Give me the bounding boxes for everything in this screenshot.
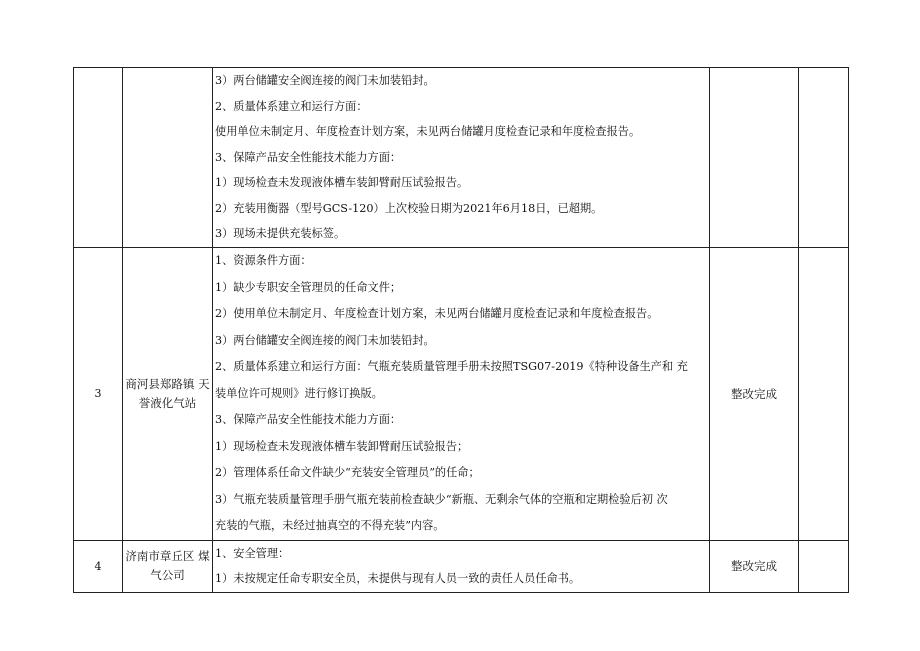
- issue-line: 1、资源条件方面：: [215, 254, 312, 267]
- issue-line: 3）两台储罐安全阀连接的阀门未加装铅封。: [215, 74, 435, 87]
- inspection-table: [73, 67, 849, 593]
- issue-line: 2）使用单位未制定月、年度检查计划方案，未见两台储罐月度检查记录和年度检查报告。: [215, 307, 659, 320]
- issue-line: 2、质量体系建立和运行方面：: [215, 99, 368, 113]
- issue-line: 3、保障产品安全性能技术能力方面：: [215, 413, 402, 426]
- issue-content: [213, 248, 710, 541]
- issue-content: [213, 68, 710, 248]
- issue-line: 3）现场未提供充装标签。: [215, 227, 346, 240]
- issue-line: 1）未按规定任命专职安全员，未提供与现有人员一致的责任人员任命书。: [215, 572, 581, 585]
- unit-name: 商河县郑路镇 天誉液化气站: [123, 248, 213, 541]
- table-row: [74, 540, 849, 592]
- rectification-status: 整改完成: [710, 248, 799, 541]
- unit-name: 济南市章丘区 煤气公司: [123, 540, 213, 592]
- row-number: [74, 68, 123, 248]
- issue-content: [213, 540, 710, 592]
- remarks-cell: [799, 248, 849, 541]
- issue-line: 3）两台储罐安全阀连接的阀门未加装铅封。: [215, 333, 435, 347]
- table-row: [74, 248, 849, 541]
- issue-line: 1）现场检查未发现液体槽车装卸臂耐压试验报告。: [215, 176, 469, 189]
- issue-line: 2）充装用衡器（型号GCS-120）上次校验日期为2021年6月18日，已超期。: [215, 201, 603, 215]
- issue-line: 1）缺少专职安全管理员的任命文件；: [215, 280, 402, 294]
- issue-line: 3、保障产品安全性能技术能力方面：: [215, 150, 402, 164]
- issue-line: 2、质量体系建立和运行方面：气瓶充装质量管理手册未按照TSG07-2019《特种设备生产和 充: [215, 360, 688, 373]
- rectification-status: [710, 68, 799, 248]
- issue-line: 装单位许可规则》进行修订换版。: [215, 386, 383, 400]
- issue-line: 2）管理体系任命文件缺少“充装安全管理员”的任命；: [215, 466, 480, 479]
- issue-line: 充装的气瓶，未经过抽真空的不得充装”内容。: [215, 519, 445, 532]
- row-number: 4: [74, 540, 123, 592]
- issue-line: 1）现场检查未发现液体槽车装卸臂耐压试验报告；: [215, 439, 469, 453]
- issue-line: 3）气瓶充装质量管理手册气瓶充装前检查缺少“新瓶、无剩余气体的空瓶和定期检验后初 次: [215, 492, 668, 506]
- remarks-cell: [799, 540, 849, 592]
- remarks-cell: [799, 68, 849, 248]
- table-row: [74, 68, 849, 248]
- row-number: 3: [74, 248, 123, 541]
- rectification-status: 整改完成: [710, 540, 799, 592]
- unit-name: [123, 68, 213, 248]
- issue-line: 使用单位未制定月、年度检查计划方案，未见两台储罐月度检查记录和年度检查报告。: [215, 125, 641, 138]
- issue-line: 1、安全管理：: [215, 546, 290, 560]
